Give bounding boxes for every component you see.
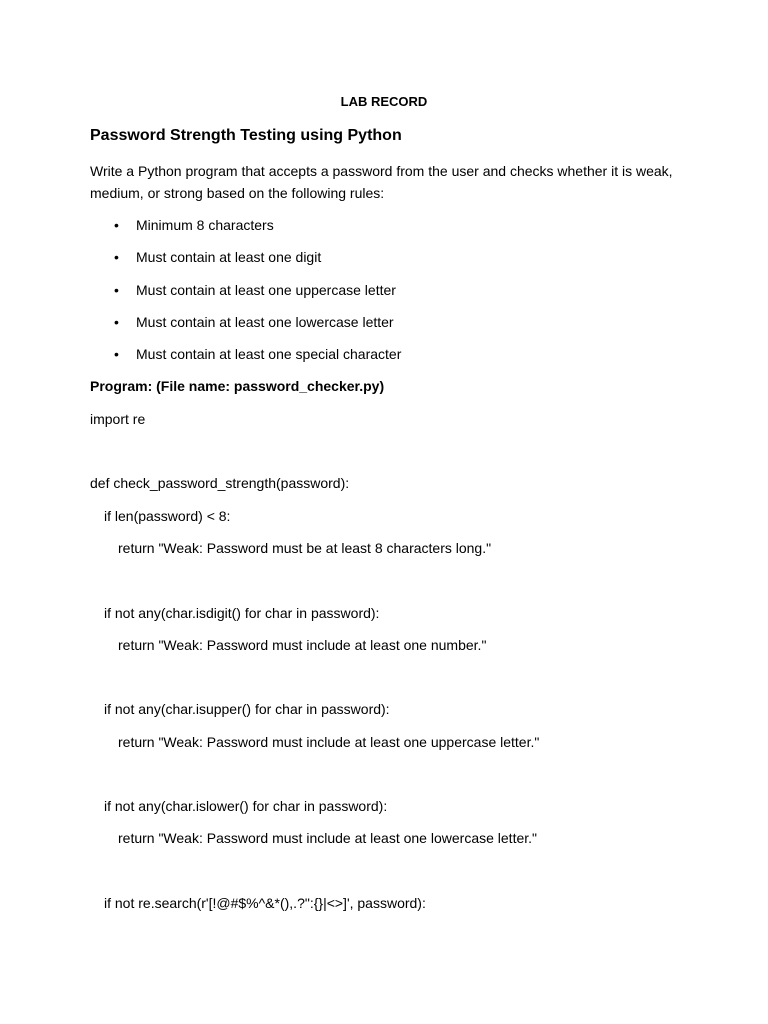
code-line: if not re.search(r'[!@#$%^&*(),.?":{}|<>]', password): xyxy=(104,895,426,911)
rule-text: Must contain at least one special character xyxy=(136,346,402,362)
code-line: if not any(char.isupper() for char in password): xyxy=(104,701,390,717)
program-label: Program: (File name: password_checker.py) xyxy=(90,378,385,394)
rule-item xyxy=(114,217,274,233)
code-line: if not any(char.islower() for char in password): xyxy=(104,798,388,814)
rule-text: Must contain at least one uppercase letter xyxy=(136,282,396,298)
rule-item xyxy=(114,282,396,298)
rule-text: Must contain at least one digit xyxy=(136,249,322,265)
bullet-icon: • xyxy=(114,217,119,233)
rule-item xyxy=(114,249,321,265)
code-line: if not any(char.isdigit() for char in password): xyxy=(104,605,380,621)
rule-item xyxy=(114,346,401,362)
code-line: return "Weak: Password must be at least 8 characters long." xyxy=(118,540,492,556)
rule-text: Minimum 8 characters xyxy=(136,217,274,233)
intro-line-1: Write a Python program that accepts a password from the user and checks whether it is weak, xyxy=(90,163,673,179)
bullet-icon: • xyxy=(114,314,119,330)
bullet-icon: • xyxy=(114,249,119,265)
code-line: import re xyxy=(90,411,146,427)
code-line: return "Weak: Password must include at least one number." xyxy=(118,637,487,653)
code-line: if len(password) < 8: xyxy=(104,508,231,524)
document-heading: Password Strength Testing using Python xyxy=(90,127,402,144)
rule-item xyxy=(114,314,394,330)
document-title: LAB RECORD xyxy=(340,94,428,109)
code-line: return "Weak: Password must include at least one uppercase letter." xyxy=(118,734,540,750)
rule-text: Must contain at least one lowercase letter xyxy=(136,314,394,330)
intro-line-2: medium, or strong based on the following rules: xyxy=(90,185,385,201)
code-line: return "Weak: Password must include at least one lowercase letter." xyxy=(118,830,537,846)
bullet-icon: • xyxy=(114,346,119,362)
bullet-icon: • xyxy=(114,282,119,298)
code-line: def check_password_strength(password): xyxy=(90,475,350,491)
